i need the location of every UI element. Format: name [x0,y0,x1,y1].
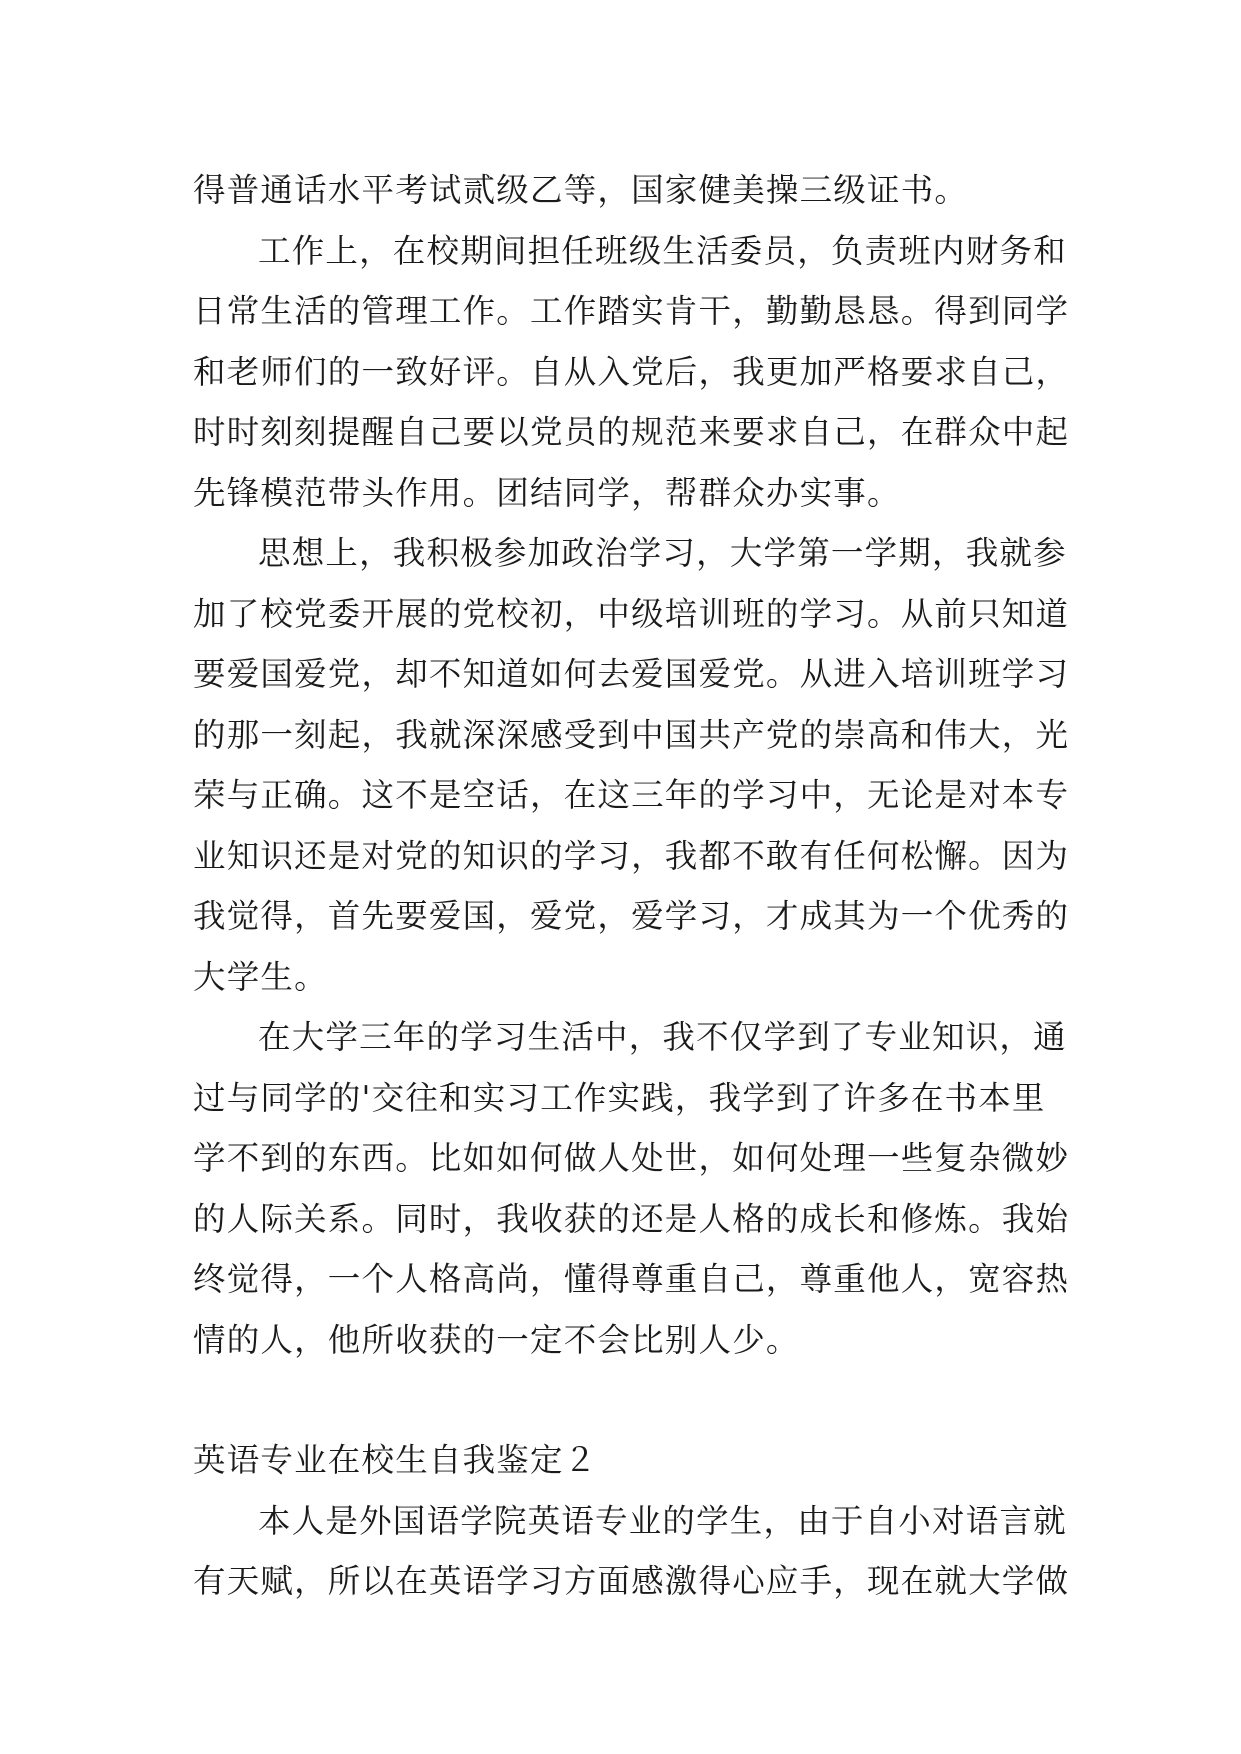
text-line: 我觉得，首先要爱国，爱党，爱学习，才成其为一个优秀的 [193,897,1070,935]
text-line: 思想上，我积极参加政治学习，大学第一学期，我就参 [258,534,1067,572]
paragraph-work [193,221,1070,524]
paragraph-life [193,1007,1070,1370]
text-line: 过与同学的'交往和实习工作实践，我学到了许多在书本里 [193,1078,1046,1117]
text-line: 本人是外国语学院英语专业的学生，由于自小对语言就 [258,1501,1067,1540]
text-line: 有天赋，所以在英语学习方面感激得心应手，现在就大学做 [193,1562,1070,1600]
text-line: 和老师们的一致好评。自从入党后，我更加严格要求自己， [193,352,1070,391]
text-line: 大学生。 [193,957,328,996]
text-line: 先锋模范带头作用。团结同学，帮群众办实事。 [193,473,901,512]
text-line: 工作上，在校期间担任班级生活委员，负责班内财务和 [258,231,1067,270]
text-line: 学不到的东西。比如如何做人处世，如何处理一些复杂微妙 [193,1139,1070,1177]
paragraph-intro [193,1491,1070,1612]
text-line: 的人际关系。同时，我收获的还是人格的成长和修炼。我始 [193,1199,1070,1238]
text-line: 情的人，他所收获的一定不会比别人少。 [193,1320,800,1359]
document-body [193,160,1070,1612]
text-line: 时时刻刻提醒自己要以党员的规范来要求自己，在群众中起 [193,413,1070,451]
text-line: 终觉得，一个人格高尚，懂得尊重自己，尊重他人，宽容热 [193,1260,1070,1298]
section-heading-block [193,1430,1053,1491]
paragraph-certificates [193,160,1053,221]
text-line: 得普通话水平考试贰级乙等，国家健美操三级证书。 [193,171,969,209]
text-line: 的那一刻起，我就深深感受到中国共产党的崇高和伟大，光 [193,715,1070,754]
text-line: 日常生活的管理工作。工作踏实肯干，勤勤恳恳。得到同学 [193,292,1070,330]
text-line: 要爱国爱党，却不知道如何去爱国爱党。从进入培训班学习 [193,655,1070,693]
text-line: 在大学三年的学习生活中，我不仅学到了专业知识，通 [258,1018,1067,1056]
text-line: 加了校党委开展的党校初，中级培训班的学习。从前只知道 [193,594,1070,633]
section-heading: 英语专业在校生自我鉴定２ [193,1441,598,1479]
text-line: 荣与正确。这不是空话，在这三年的学习中，无论是对本专 [193,776,1070,814]
paragraph-thought [193,523,1070,1007]
text-line: 业知识还是对党的知识的学习，我都不敢有任何松懈。因为 [193,836,1070,875]
